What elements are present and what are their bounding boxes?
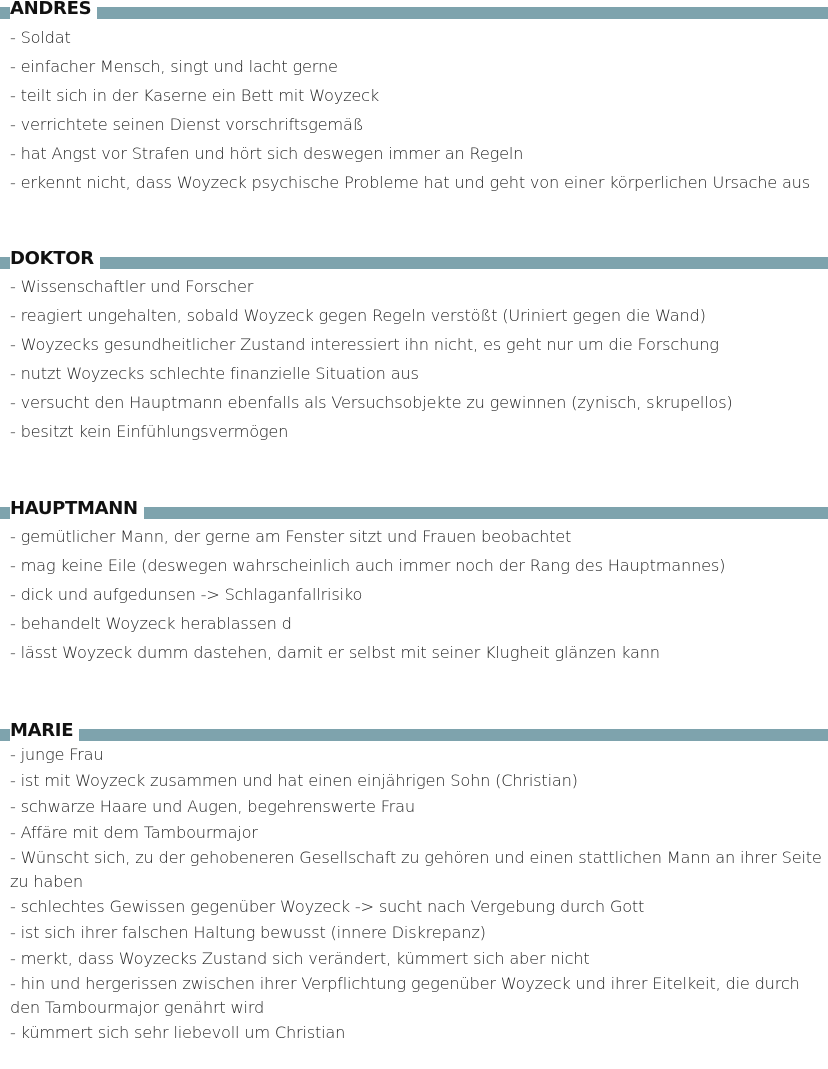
list-item: - junge Frau xyxy=(10,745,104,764)
section-header xyxy=(0,250,828,270)
list-item: - schwarze Haare und Augen, begehrenswerte Frau xyxy=(10,797,415,816)
item-list xyxy=(0,522,828,667)
section-header xyxy=(0,0,828,20)
list-item: - teilt sich in der Kaserne ein Bett mit Woyzeck xyxy=(10,86,380,105)
section-title: HAUPTMANN xyxy=(10,498,144,520)
list-item: - ist mit Woyzeck zusammen und hat einen einjährigen Sohn (Christian) xyxy=(10,771,578,790)
list-item: - kümmert sich sehr liebevoll um Christian xyxy=(10,1023,346,1042)
list-item: - mag keine Eile (deswegen wahrscheinlich auch immer noch der Rang des Hauptmannes) xyxy=(10,556,726,575)
header-bar xyxy=(0,7,828,19)
list-item: - hat Angst vor Strafen und hört sich deswegen immer an Regeln xyxy=(10,144,524,163)
list-item: - nutzt Woyzecks schlechte finanzielle Situation aus xyxy=(10,364,419,383)
section-title: ANDRES xyxy=(10,0,97,20)
list-item: - ist sich ihrer falschen Haltung bewusst (innere Diskrepanz) xyxy=(10,923,486,942)
section-marie xyxy=(0,722,828,1046)
list-item: - besitzt kein Einfühlungsvermögen xyxy=(10,422,289,441)
list-item: - merkt, dass Woyzecks Zustand sich verändert, kümmert sich aber nicht xyxy=(10,949,590,968)
section-hauptmann xyxy=(0,500,828,667)
list-item: - lässt Woyzeck dumm dastehen, damit er selbst mit seiner Klugheit glänzen kann xyxy=(10,643,660,662)
list-item: - schlechtes Gewissen gegenüber Woyzeck -> sucht nach Vergebung durch Gott xyxy=(10,897,645,916)
section-header xyxy=(0,722,828,742)
section-title: MARIE xyxy=(10,720,79,742)
item-list xyxy=(0,742,828,1046)
list-item: - Affäre mit dem Tambourmajor xyxy=(10,823,258,842)
list-item: - reagiert ungehalten, sobald Woyzeck gegen Regeln verstößt (Uriniert gegen die Wand) xyxy=(10,306,706,325)
list-item: - behandelt Woyzeck herablassen d xyxy=(10,614,292,633)
list-item: - Soldat xyxy=(10,28,71,47)
section-header xyxy=(0,500,828,520)
item-list xyxy=(0,272,828,446)
list-item: - verrichtete seinen Dienst vorschriftsgemäß xyxy=(10,115,364,134)
list-item: - hin und hergerissen zwischen ihrer Verpflichtung gegenüber Woyzeck und ihrer Eitelkeit, die durch den Tambourmajor genährt wird xyxy=(10,974,800,1017)
list-item: - Wissenschaftler und Forscher xyxy=(10,277,254,296)
list-item: - Wünscht sich, zu der gehobeneren Gesellschaft zu gehören und einen stattlichen Mann an ihrer Seite zu haben xyxy=(10,848,822,891)
list-item: - versucht den Hauptmann ebenfalls als Versuchsobjekte zu gewinnen (zynisch, skrupellos) xyxy=(10,393,733,412)
list-item: - erkennt nicht, dass Woyzeck psychische Probleme hat und geht von einer körperlichen Ursache aus xyxy=(10,173,810,192)
section-doktor xyxy=(0,250,828,446)
list-item: - einfacher Mensch, singt und lacht gerne xyxy=(10,57,338,76)
header-bar xyxy=(0,257,828,269)
header-bar xyxy=(0,729,828,741)
item-list xyxy=(0,23,828,197)
list-item: - dick und aufgedunsen -> Schlaganfallrisiko xyxy=(10,585,363,604)
section-andres xyxy=(0,0,828,197)
section-title: DOKTOR xyxy=(10,248,100,270)
list-item: - Woyzecks gesundheitlicher Zustand interessiert ihn nicht, es geht nur um die Forschung xyxy=(10,335,719,354)
list-item: - gemütlicher Mann, der gerne am Fenster sitzt und Frauen beobachtet xyxy=(10,527,572,546)
